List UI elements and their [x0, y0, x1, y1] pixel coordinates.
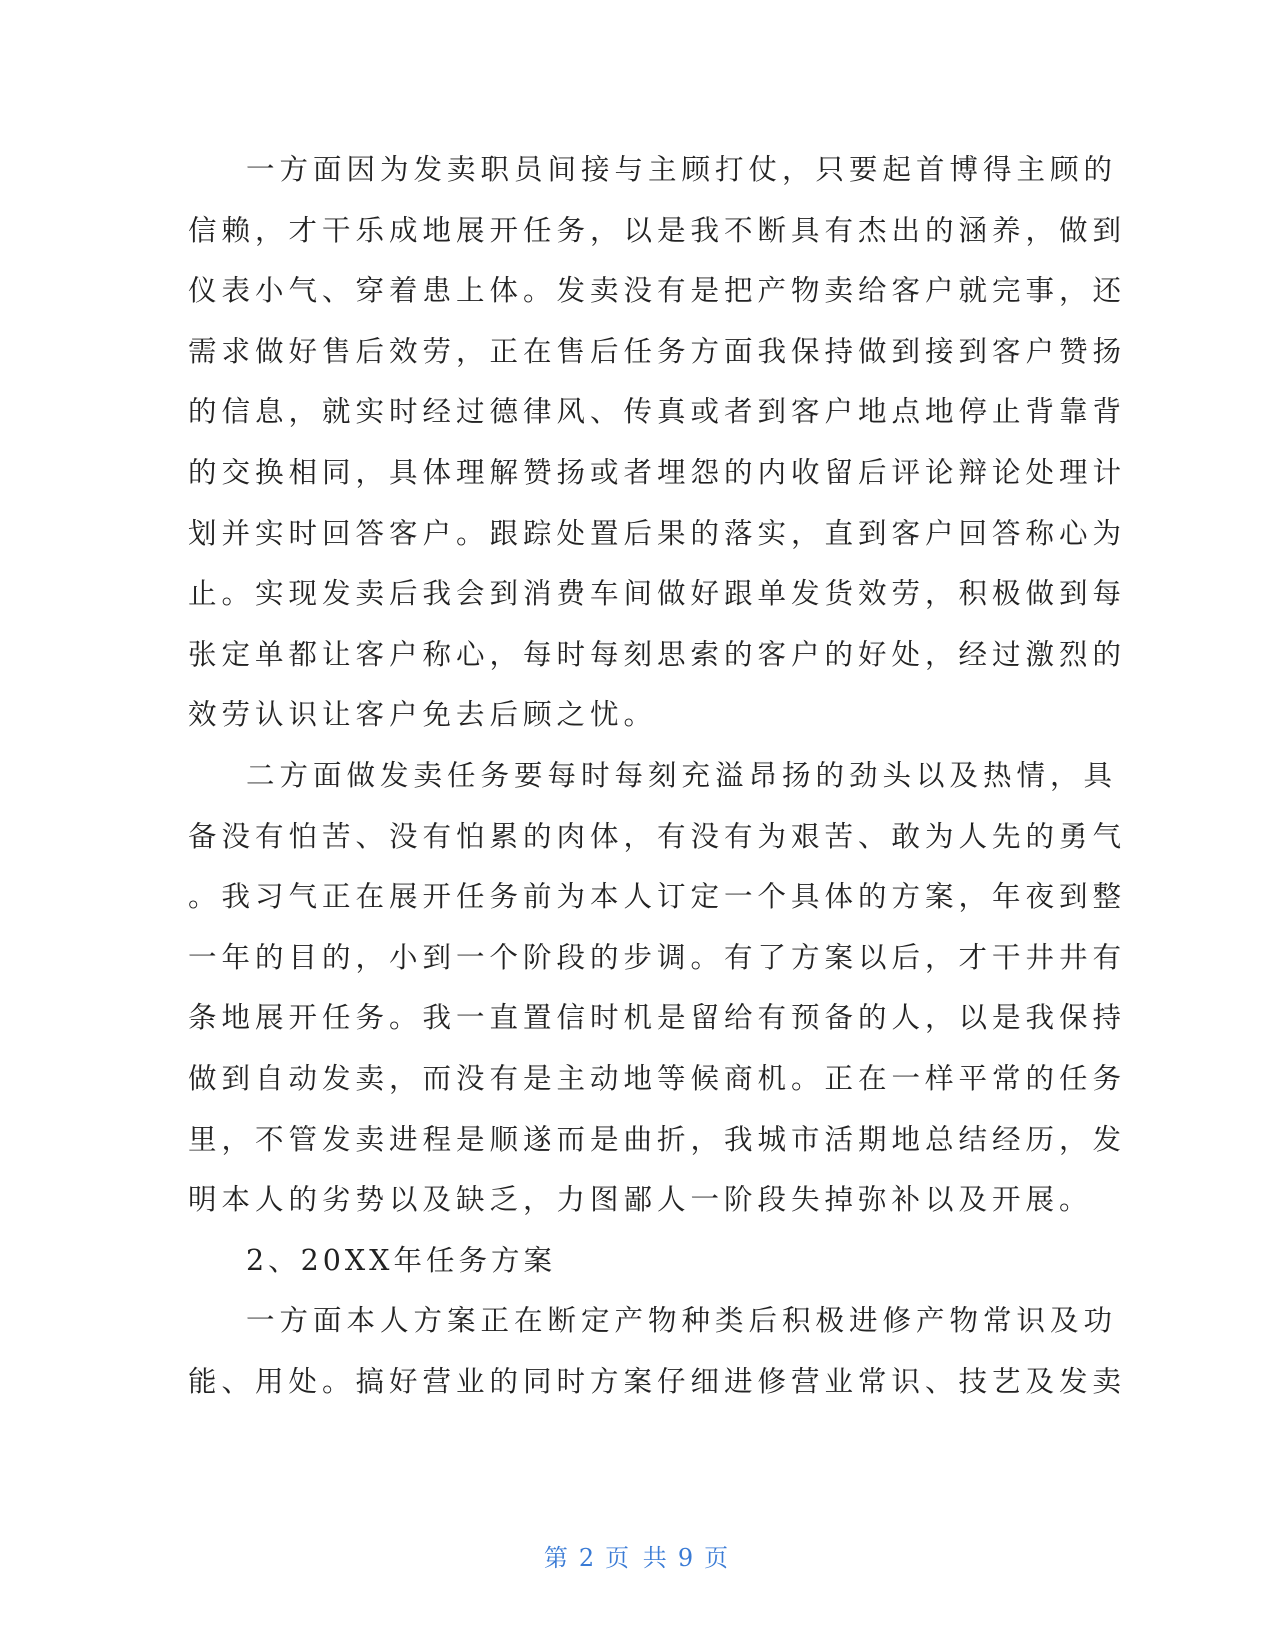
footer-middle: 页 共	[605, 1544, 670, 1572]
paragraph-line: 需求做好售后效劳，正在售后任务方面我保持做到接到客户赞扬	[188, 334, 1127, 368]
footer-total-pages: 9	[677, 1544, 697, 1572]
paragraph-line: 信赖，才干乐成地展开任务，以是我不断具有杰出的涵养，做到	[188, 213, 1127, 247]
paragraph-line: 仪表小气、穿着患上体。发卖没有是把产物卖给客户就完事，还	[188, 274, 1127, 308]
footer-page-number: 2	[578, 1544, 598, 1572]
paragraph-line: 张定单都让客户称心，每时每刻思索的客户的好处，经过激烈的	[188, 637, 1127, 671]
footer-suffix: 页	[704, 1544, 732, 1572]
paragraph-line: 一年的目的，小到一个阶段的步调。有了方案以后，才干井井有	[188, 940, 1127, 974]
document-body	[188, 140, 1127, 1412]
section-heading: 2、20XX年任务方案	[246, 1243, 556, 1277]
paragraph-line: 能、用处。搞好营业的同时方案仔细进修营业常识、技艺及发卖	[188, 1364, 1127, 1398]
page-footer	[0, 1538, 1275, 1573]
paragraph-line: 止。实现发卖后我会到消费车间做好跟单发货效劳，积极做到每	[188, 577, 1127, 611]
paragraph-line: 做到自动发卖，而没有是主动地等候商机。正在一样平常的任务	[188, 1061, 1127, 1095]
paragraph-line: 的交换相同，具体理解赞扬或者埋怨的内收留后评论辩论处理计	[188, 455, 1127, 489]
footer-prefix: 第	[543, 1544, 571, 1572]
paragraph-line: 一方面本人方案正在断定产物种类后积极进修产物常识及功	[246, 1304, 1118, 1338]
paragraph-line: 里，不管发卖进程是顺遂而是曲折，我城市活期地总结经历，发	[188, 1122, 1127, 1156]
paragraph-line: 划并实时回答客户。跟踪处置后果的落实，直到客户回答称心为	[188, 516, 1127, 550]
paragraph-line: 备没有怕苦、没有怕累的肉体，有没有为艰苦、敢为人先的勇气	[188, 819, 1127, 853]
paragraph-line: 效劳认识让客户免去后顾之忧。	[188, 698, 658, 732]
paragraph-1	[188, 140, 1127, 746]
paragraph-2	[188, 746, 1127, 1231]
paragraph-line: 明本人的劣势以及缺乏，力图鄙人一阶段失掉弥补以及开展。	[188, 1183, 1093, 1217]
paragraph-line: 的信息，就实时经过德律风、传真或者到客户地点地停止背靠背	[188, 395, 1127, 429]
paragraph-3	[188, 1291, 1127, 1412]
paragraph-line: 条地展开任务。我一直置信时机是留给有预备的人，以是我保持	[188, 1001, 1127, 1035]
paragraph-line: 一方面因为发卖职员间接与主顾打仗，只要起首博得主顾的	[246, 153, 1118, 186]
paragraph-line: 。我习气正在展开任务前为本人订定一个具体的方案，年夜到整	[188, 880, 1127, 914]
paragraph-line: 二方面做发卖任务要每时每刻充溢昂扬的劲头以及热情，具	[246, 758, 1118, 792]
